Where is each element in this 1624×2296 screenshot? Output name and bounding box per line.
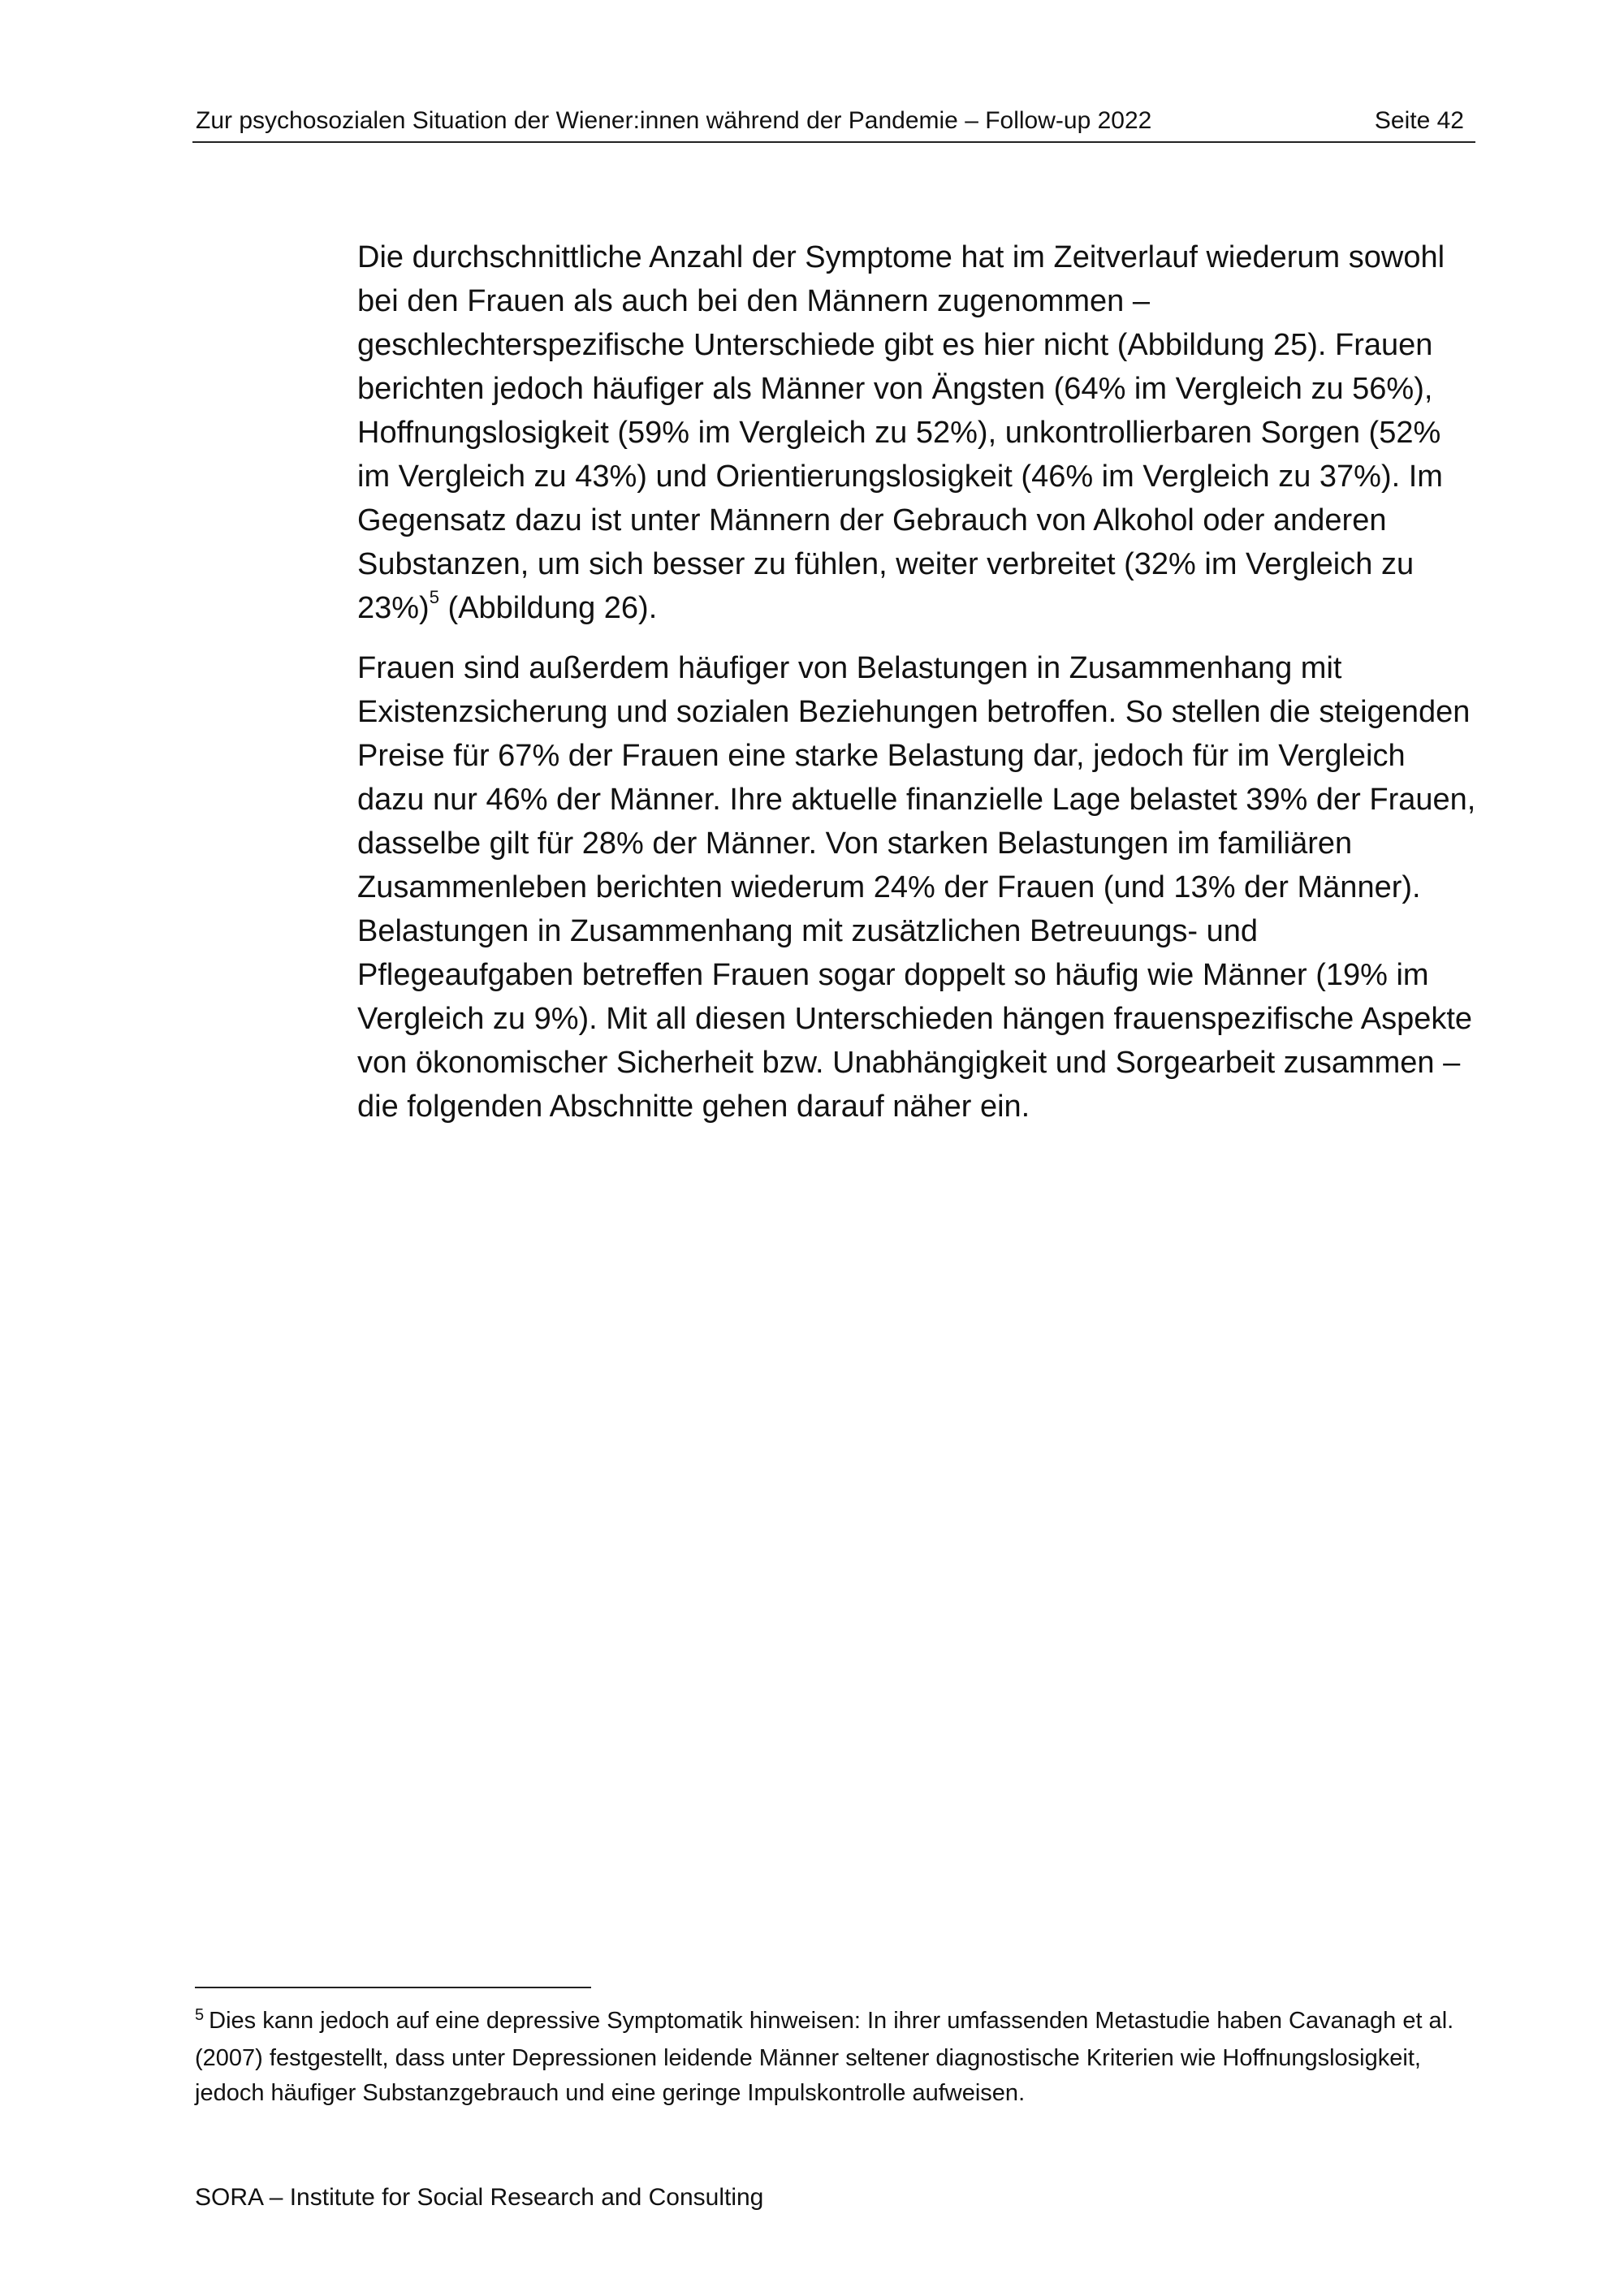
page-header	[192, 101, 1475, 143]
footnote-divider	[195, 1987, 591, 1988]
footnote-text: Dies kann jedoch auf eine depressive Symptomatik hinweisen: In ihrer umfassenden Metastudie haben Cavanagh et al. (2007) festgestellt, dass unter Depressionen leidende Männer seltener diagnostische Kriterien wie Hoffnungslosigkeit, jedoch häufiger Substanzgebrauch und eine geringe Impulskontrolle aufweisen.	[195, 2008, 1454, 2106]
main-content	[357, 235, 1478, 1145]
document-title: Zur psychosozialen Situation der Wiener:innen während der Pandemie – Follow-up 2022	[196, 107, 1152, 134]
footnote	[195, 2004, 1478, 2111]
page-footer: SORA – Institute for Social Research and Consulting	[195, 2184, 764, 2211]
footnote-mark: 5	[195, 2006, 205, 2024]
paragraph-symptoms	[357, 235, 1478, 630]
paragraph-symptoms-tail: (Abbildung 26).	[438, 591, 658, 625]
page-number: Seite 42	[1374, 107, 1464, 134]
paragraph-burdens: Frauen sind außerdem häufiger von Belastungen in Zusammenhang mit Existenzsicherung und sozialen Beziehungen betroffen. So stellen die steigenden Preise für 67% der Frauen eine starke Belastung dar, jedoch für im Vergleich dazu nur 46% der Männer. Ihre aktuelle finanzielle Lage belastet 39% der Frauen, dasselbe gilt für 28% der Männer. Von starken Belastungen im familiären Zusammenleben berichten wiederum 24% der Frauen (und 13% der Männer). Belastungen in Zusammenhang mit zusätzlichen Betreuungs- und Pflegeaufgaben betreffen Frauen sogar doppelt so häufig wie Männer (19% im Vergleich zu 9%). Mit all diesen Unterschieden hängen frauenspezifische Aspekte von ökonomischer Sicherheit bzw. Unabhängigkeit und Sorgearbeit zusammen – die folgenden Abschnitte gehen darauf näher ein.	[357, 651, 1476, 1124]
paragraph-symptoms-text: Die durchschnittliche Anzahl der Symptome hat im Zeitverlauf wiederum sowohl bei den Frauen als auch bei den Männern zugenommen – geschlechterspezifische Unterschiede gibt es hier nicht (Abbildung 25). Frauen berichten jedoch häufiger als Männer von Ängsten (64% im Vergleich zu 56%), Hoffnungslosigkeit (59% im Vergleich zu 52%), unkontrollierbaren Sorgen (52% im Vergleich zu 43%) und Orientierungslosigkeit (46% im Vergleich zu 37%). Im Gegensatz dazu ist unter Männern der Gebrauch von Alkohol oder anderen Substanzen, um sich besser zu fühlen, weiter verbreitet (32% im Vergleich zu 23%)	[357, 240, 1445, 625]
footnote-reference[interactable]: 5	[429, 587, 439, 608]
